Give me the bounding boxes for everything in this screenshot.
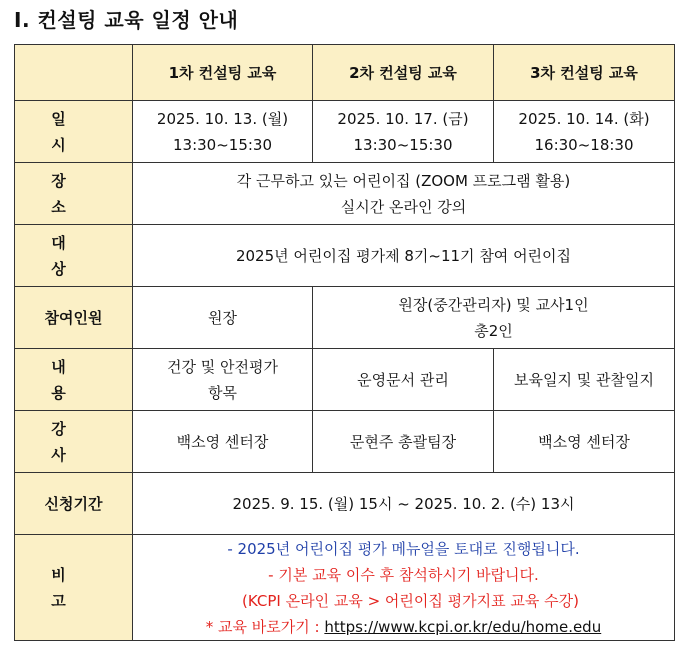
- content-row: [15, 349, 675, 411]
- instructor-session-1: 백소영 센터장: [133, 411, 313, 473]
- participants-label: 참여인원: [15, 287, 133, 349]
- place-label: 장 소: [15, 163, 133, 225]
- datetime-1-date: 2025. 10. 13. (월): [156, 109, 289, 128]
- instructor-session-2: 문현주 총괄팀장: [313, 411, 494, 473]
- content-session-1: [133, 349, 313, 411]
- apply-period: 2025. 9. 15. (월) 15시 ~ 2025. 10. 2. (수) 13시: [133, 473, 675, 535]
- participants-line-2: 총2인: [474, 321, 513, 340]
- place-line-1: 각 근무하고 있는 어린이집 (ZOOM 프로그램 활용): [236, 171, 571, 190]
- participants-session-1: 원장: [133, 287, 313, 349]
- header-session-2: 2차 컨설팅 교육: [313, 45, 494, 101]
- header-row: [15, 45, 675, 101]
- place-value: [133, 163, 675, 225]
- notes-line-4: [137, 614, 670, 640]
- target-value: 2025년 어린이집 평가제 8기~11기 참여 어린이집: [133, 225, 675, 287]
- notes-line-2: - 기본 교육 이수 후 참석하시기 바랍니다.: [268, 565, 539, 584]
- header-session-1: 1차 컨설팅 교육: [133, 45, 313, 101]
- header-corner-cell: [15, 45, 133, 101]
- place-row: [15, 163, 675, 225]
- page-title: Ⅰ. 컨설팅 교육 일정 안내: [14, 8, 239, 32]
- datetime-2-time: 13:30~15:30: [353, 135, 453, 154]
- target-row: [15, 225, 675, 287]
- instructor-session-3: 백소영 센터장: [494, 411, 675, 473]
- notes-row: [15, 535, 675, 641]
- notes-label: 비 고: [15, 535, 133, 641]
- apply-label: 신청기간: [15, 473, 133, 535]
- apply-row: [15, 473, 675, 535]
- target-label: 대 상: [15, 225, 133, 287]
- content-label: 내 용: [15, 349, 133, 411]
- datetime-session-3: [494, 101, 675, 163]
- content-1-line-1: 건강 및 안전평가: [167, 357, 278, 376]
- instructor-row: [15, 411, 675, 473]
- education-link[interactable]: https://www.kcpi.or.kr/edu/home.edu: [324, 617, 602, 636]
- participants-row: [15, 287, 675, 349]
- datetime-session-1: [133, 101, 313, 163]
- datetime-session-2: [313, 101, 494, 163]
- datetime-1-time: 13:30~15:30: [172, 135, 273, 154]
- participants-session-2-3: [313, 287, 675, 349]
- content-session-2: 운영문서 관리: [313, 349, 494, 411]
- datetime-label: 일 시: [15, 101, 133, 163]
- instructor-label: 강 사: [15, 411, 133, 473]
- place-line-2: 실시간 온라인 강의: [340, 197, 467, 216]
- schedule-table: [14, 44, 675, 641]
- datetime-3-time: 16:30~18:30: [534, 135, 634, 154]
- datetime-2-date: 2025. 10. 17. (금): [337, 109, 469, 128]
- notes-link-prefix: * 교육 바로가기 :: [205, 617, 325, 636]
- datetime-row: [15, 101, 675, 163]
- content-1-line-2: 항목: [208, 383, 237, 402]
- notes-value: [133, 535, 675, 641]
- header-session-3: 3차 컨설팅 교육: [494, 45, 675, 101]
- datetime-3-date: 2025. 10. 14. (화): [518, 109, 650, 128]
- content-session-3: 보육일지 및 관찰일지: [494, 349, 675, 411]
- notes-line-1: - 2025년 어린이집 평가 메뉴얼을 토대로 진행됩니다.: [227, 539, 580, 558]
- notes-line-3: (KCPI 온라인 교육 > 어린이집 평가지표 교육 수강): [242, 591, 579, 610]
- participants-line-1: 원장(중간관리자) 및 교사1인: [398, 295, 589, 314]
